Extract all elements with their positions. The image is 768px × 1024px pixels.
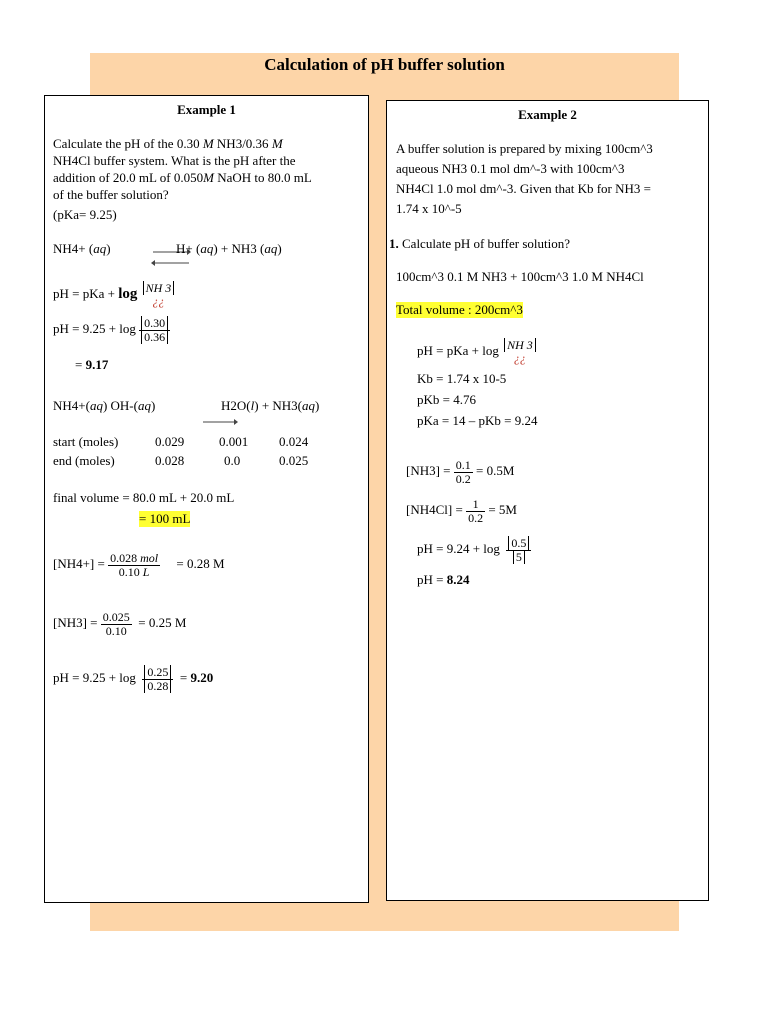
example-1-heading: Example 1	[177, 102, 236, 117]
page-title: Calculation of pH buffer solution	[264, 55, 505, 74]
ex1-pka-given: (pKa= 9.25)	[53, 207, 117, 222]
ex2-problem-line-2: aqueous NH3 0.1 mol dm^-3 with 100cm^3	[396, 161, 625, 176]
ex1-question-line-4: of the buffer solution?	[53, 187, 169, 202]
example-2-heading: Example 2	[518, 107, 577, 122]
ex2-problem-line-3: NH4Cl 1.0 mol dm^-3. Given that Kb for NH3 =	[396, 181, 651, 196]
ex2-kb: Kb = 1.74 x 10-5	[417, 371, 507, 386]
example-2-box	[386, 100, 709, 901]
ex1-start-value: 0.024	[279, 434, 309, 449]
ex2-mixture: 100cm^3 0.1 M NH3 + 100cm^3 1.0 M NH4Cl	[396, 269, 644, 284]
ex1-nh4-concentration: [NH4+] = $\frac{\text{0.028 mol}}{0.10 L}$ = 0.28 M	[53, 550, 225, 579]
ex1-final-ph: pH = 9.25 + log $\frac{0.25}{0.28}$ = 9.20	[53, 664, 214, 693]
ex1-start-value: 0.001	[219, 434, 249, 449]
ex1-question-line-1: Calculate the pH of the 0.30 M NH3/0.36 M	[53, 136, 283, 151]
ex1-end-value: 0.025	[279, 453, 309, 468]
ex2-final-ph: pH = 8.24	[417, 572, 470, 587]
ex1-reaction-right: H2O(l) + NH3(aq)	[221, 398, 320, 413]
example-1-box	[44, 95, 369, 903]
ex1-final-volume-result: = 100 mL	[139, 511, 191, 526]
ex1-question-line-3: addition of 20.0 mL of 0.050M NaOH to 80.0 mL	[53, 170, 312, 185]
ex1-result-1: = 9.17	[75, 357, 109, 372]
ex2-problem-line-4: 1.74 x 10^-5	[396, 201, 462, 216]
ex1-end-label: end (moles)	[53, 453, 115, 468]
ex1-equilibrium-right: H+ (aq) + NH3 (aq)	[176, 241, 282, 256]
ex1-start-label: start (moles)	[53, 434, 119, 449]
ex1-reaction-left: NH4+(aq) OH-(aq)	[53, 398, 156, 413]
ex2-pkb: pKb = 4.76	[417, 392, 476, 407]
ex2-ph-calc: pH = 9.24 + log $\frac{0.5}{5}$	[417, 533, 531, 565]
ex2-nh4cl-concentration: [NH4Cl] = $\frac{1}{0.2}$ = 5M	[406, 496, 517, 525]
ex2-pka: pKa = 14 – pKb = 9.24	[417, 413, 538, 428]
ex1-ph-calc: pH = 9.25 + log $\frac{0.30}{0.36}$	[53, 314, 170, 344]
ex1-question-line-2: NH4Cl buffer system. What is the pH after the	[53, 153, 296, 168]
reaction-arrow-icon	[203, 417, 239, 427]
ex2-total-volume: Total volume : 200cm^3	[396, 302, 523, 317]
ex1-end-value: 0.0	[224, 453, 241, 468]
ex1-end-value: 0.028	[155, 453, 185, 468]
ex2-nh3-concentration: [NH3] = $\frac{0.1}{0.2}$ = 0.5M	[406, 457, 515, 486]
ex1-nh3-concentration: [NH3] = $\frac{0.025}{0.10}$ = 0.25 M	[53, 609, 187, 638]
ex1-ph-formula: pH = pKa + log NH 3 ¿¿	[53, 279, 176, 309]
ex1-start-value: 0.029	[155, 434, 185, 449]
ex2-question: 1. Calculate pH of buffer solution?	[389, 236, 570, 251]
ex1-equilibrium-left: NH4+ (aq)	[53, 241, 111, 256]
ex2-ph-formula: pH = pKa + log NH 3 ¿¿	[417, 336, 538, 366]
ex1-final-volume: final volume = 80.0 mL + 20.0 mL	[53, 490, 235, 505]
ex2-problem-line-1: A buffer solution is prepared by mixing 100cm^3	[396, 141, 653, 156]
